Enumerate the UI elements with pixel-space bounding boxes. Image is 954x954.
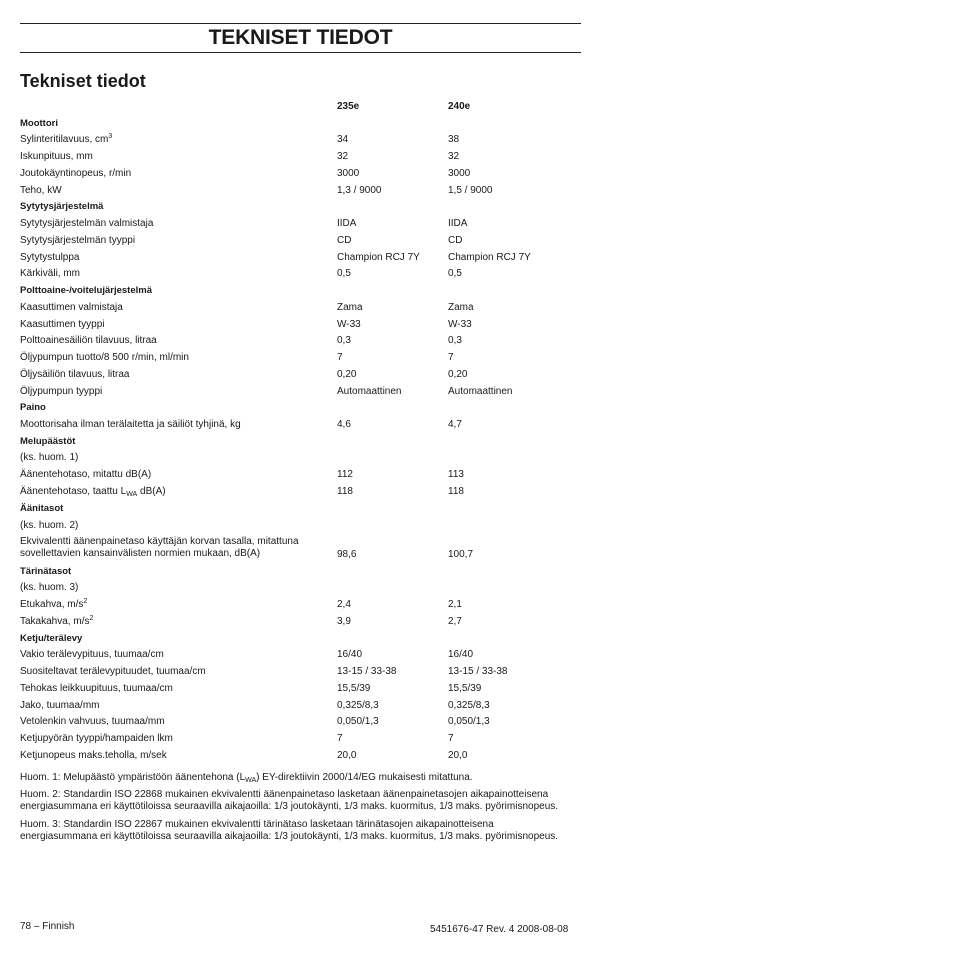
spec-label: Sytytysjärjestelmän tyyppi — [20, 235, 136, 246]
spec-value-235e: 98,6 — [337, 549, 357, 560]
footnote-3: Huom. 3: Standardin ISO 22867 mukainen ekvivalentti tärinätaso lasketaan tärinätasojen aikapainotteisena energiasummana eri käyttötiloissa seuraavilla aikajaoilla: 1/3 joutokäynti, 1/3 maks. kuormitus, 1/3 maks. pyörimisnopeus. — [20, 819, 559, 842]
group-heading-label: Äänitasot — [20, 503, 64, 514]
spec-value-240e: CD — [448, 235, 463, 246]
group-heading-label: Melupäästöt — [20, 436, 76, 447]
spec-value-235e: 112 — [337, 469, 353, 480]
spec-label: Sytytystulppa — [20, 252, 80, 263]
spec-value-240e: 118 — [448, 486, 464, 497]
spec-value-235e: 2,4 — [337, 599, 351, 610]
spec-label: Tehokas leikkuupituus, tuumaa/cm — [20, 683, 173, 694]
spec-value-235e: 1,3 / 9000 — [337, 185, 382, 196]
spec-value-235e: 34 — [337, 134, 349, 145]
spec-value-240e: Automaattinen — [448, 386, 513, 397]
header-rule-bottom — [20, 52, 581, 53]
spec-value-240e: 20,0 — [448, 750, 468, 761]
spec-value-240e: 13-15 / 33-38 — [448, 666, 508, 677]
spec-value-235e: 0,20 — [337, 369, 357, 380]
group-heading-label: Paino — [20, 402, 46, 413]
document-revision: 5451676-47 Rev. 4 2008-08-08 — [430, 924, 569, 935]
spec-label: Suositeltavat terälevypituudet, tuumaa/cm — [20, 666, 206, 677]
spec-value-240e: 0,325/8,3 — [448, 700, 490, 711]
spec-label: Äänentehotaso, mitattu dB(A) — [20, 469, 152, 480]
spec-value-240e: 113 — [448, 469, 464, 480]
spec-label: Vetolenkin vahvuus, tuumaa/mm — [20, 716, 165, 727]
spec-value-235e: CD — [337, 235, 352, 246]
spec-value-240e: 15,5/39 — [448, 683, 482, 694]
spec-value-240e: 2,7 — [448, 616, 462, 627]
group-heading-label: Ketju/terälevy — [20, 633, 83, 644]
spec-value-240e: 3000 — [448, 168, 471, 179]
spec-value-240e: Champion RCJ 7Y — [448, 252, 531, 263]
spec-value-240e: 7 — [448, 733, 454, 744]
spec-value-240e: 4,7 — [448, 419, 462, 430]
page-header-title: TEKNISET TIEDOT — [208, 26, 393, 49]
spec-label: Takakahva, $m/s^2$ — [20, 615, 94, 627]
spec-value-240e: 0,3 — [448, 335, 462, 346]
spec-value-235e: Zama — [337, 302, 363, 313]
spec-value-235e: 32 — [337, 151, 349, 162]
spec-value-235e: 7 — [337, 733, 343, 744]
page-number: 78 – Finnish — [20, 921, 75, 932]
spec-value-240e: W-33 — [448, 319, 472, 330]
column-header-235e: 235e — [337, 101, 360, 112]
spec-label: Kaasuttimen tyyppi — [20, 319, 105, 330]
spec-label: Kaasuttimen valmistaja — [20, 302, 123, 313]
group-heading-label: Polttoaine-/voitelujärjestelmä — [20, 285, 152, 296]
spec-note: (ks. huom. 3) — [20, 582, 79, 593]
spec-label: Sytytysjärjestelmän valmistaja — [20, 218, 154, 229]
group-heading-label: Moottori — [20, 118, 58, 129]
spec-label: Etukahva, $m/s^2$ — [20, 598, 88, 610]
spec-label: Öljypumpun tuotto/8 500 r/min, ml/min — [20, 352, 189, 363]
group-heading-label: Tärinätasot — [20, 566, 72, 577]
spec-value-235e: 3000 — [337, 168, 360, 179]
spec-note: (ks. huom. 1) — [20, 452, 79, 463]
spec-value-240e: 0,5 — [448, 268, 462, 279]
footnote-1: Huom. 1: Melupäästö ympäristöön äänentehona $(L_{WA})$ EY-direktiivin 2000/14/EG mukaisesti mitattuna. — [20, 772, 473, 784]
spec-label: Teho, kW — [20, 185, 62, 196]
spec-value-240e: 38 — [448, 134, 460, 145]
spec-value-240e: 2,1 — [448, 599, 462, 610]
spec-value-235e: 16/40 — [337, 649, 363, 660]
spec-label: Joutokäyntinopeus, r/min — [20, 168, 132, 179]
spec-value-235e: 3,9 — [337, 616, 351, 627]
spec-label: Jako, tuumaa/mm — [20, 700, 100, 711]
spec-label: Polttoainesäiliön tilavuus, litraa — [20, 335, 157, 346]
spec-value-235e: IIDA — [337, 218, 357, 229]
spec-label: Äänentehotaso, taattu $L_{WA}$ dB(A) — [20, 486, 166, 498]
spec-label: Kärkiväli, mm — [20, 268, 81, 279]
spec-value-235e: 15,5/39 — [337, 683, 371, 694]
spec-value-235e: Champion RCJ 7Y — [337, 252, 420, 263]
spec-value-235e: 0,050/1,3 — [337, 716, 379, 727]
spec-label: Öljypumpun tyyppi — [20, 386, 103, 397]
spec-value-240e: 16/40 — [448, 649, 474, 660]
spec-value-235e: Automaattinen — [337, 386, 402, 397]
footnote-2: Huom. 2: Standardin ISO 22868 mukainen ekvivalentti äänenpainetaso lasketaan äänenpainetasojen aikapainotteisena energiasummana eri käyttötiloissa seuraavilla aikajaoilla: 1/3 joutokäynti, 1/3 maks. kuormitus, 1/3 maks. pyörimisnopeus. — [20, 789, 559, 812]
spec-value-240e: 7 — [448, 352, 454, 363]
spec-value-235e: 4,6 — [337, 419, 351, 430]
spec-value-235e: 0,3 — [337, 335, 351, 346]
header-rule-top — [20, 23, 581, 24]
group-heading-label: Sytytysjärjestelmä — [20, 201, 104, 212]
spec-value-235e: 7 — [337, 352, 343, 363]
spec-note: (ks. huom. 2) — [20, 520, 79, 531]
spec-label: Moottorisaha ilman terälaitetta ja säiliöt tyhjinä, kg — [20, 419, 241, 430]
spec-value-240e: 32 — [448, 151, 460, 162]
spec-label: Ekvivalentti äänenpainetaso käyttäjän korvan tasalla, mitattuna sovellettavien kansainvälisten normien mukaan, dB(A) — [20, 536, 299, 559]
spec-label: Sylinteritilavuus, $cm^3$ — [20, 133, 113, 145]
spec-value-235e: 0,325/8,3 — [337, 700, 379, 711]
spec-value-240e: Zama — [448, 302, 474, 313]
spec-label: Öljysäiliön tilavuus, litraa — [20, 369, 130, 380]
column-header-240e: 240e — [448, 101, 471, 112]
spec-value-235e: 118 — [337, 486, 353, 497]
spec-value-240e: 0,050/1,3 — [448, 716, 490, 727]
section-title: Tekniset tiedot — [20, 71, 146, 91]
spec-value-240e: 0,20 — [448, 369, 468, 380]
spec-label: Ketjupyörän tyyppi/hampaiden lkm — [20, 733, 173, 744]
spec-value-240e: 100,7 — [448, 549, 474, 560]
spec-value-240e: IIDA — [448, 218, 468, 229]
spec-value-240e: 1,5 / 9000 — [448, 185, 493, 196]
spec-label: Ketjunopeus maks.teholla, m/sek — [20, 750, 167, 761]
spec-label: Vakio terälevypituus, tuumaa/cm — [20, 649, 164, 660]
spec-value-235e: 0,5 — [337, 268, 351, 279]
spec-value-235e: 20,0 — [337, 750, 357, 761]
spec-label: Iskunpituus, mm — [20, 151, 93, 162]
spec-value-235e: W-33 — [337, 319, 361, 330]
spec-value-235e: 13-15 / 33-38 — [337, 666, 397, 677]
